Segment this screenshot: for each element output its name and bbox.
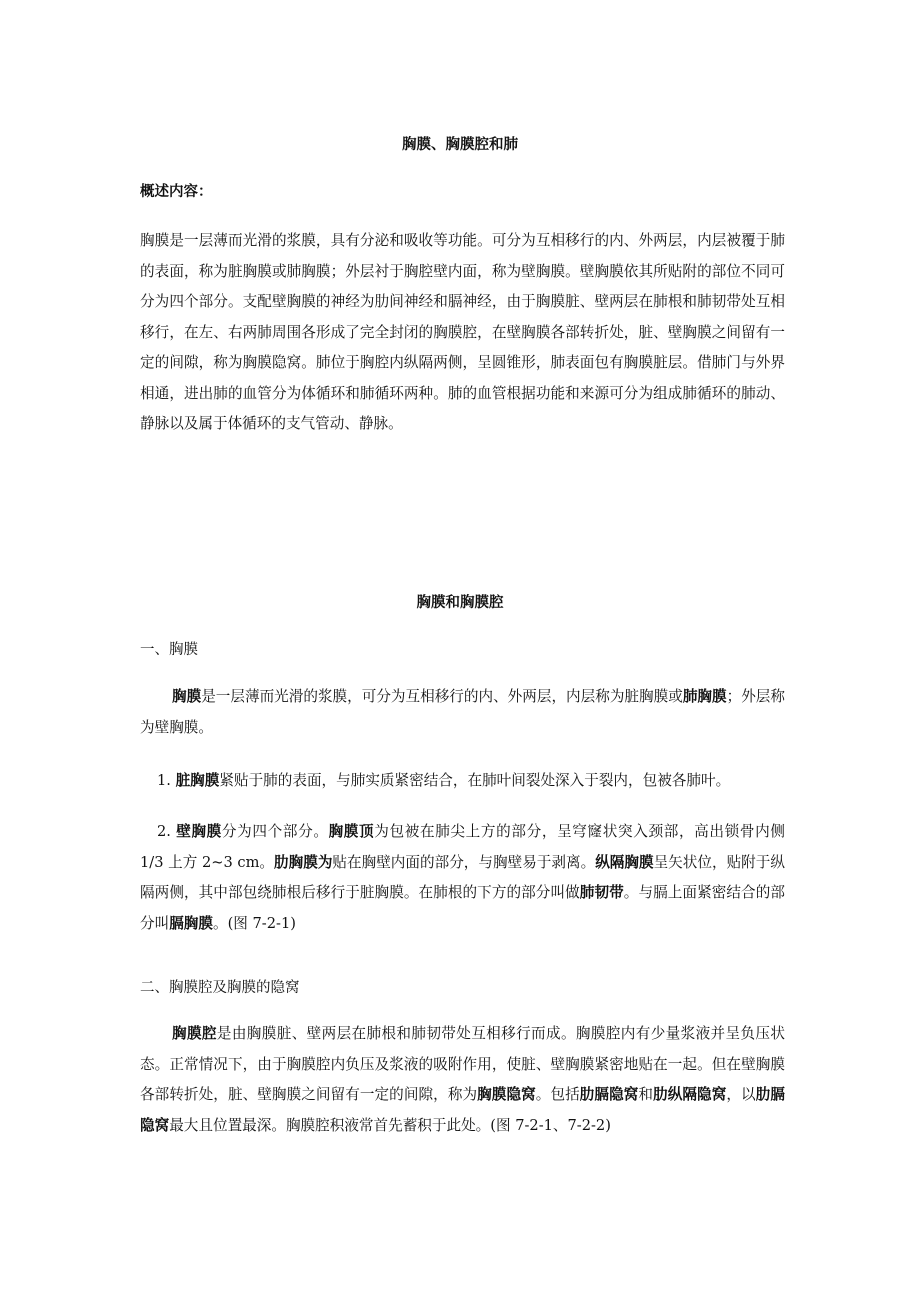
term-costodiaphragmatic-recess: 肋膈隐窝: [140, 1086, 785, 1134]
paragraph-text: 和: [638, 1086, 654, 1103]
pleura-definition-paragraph: [140, 682, 785, 743]
section-1-heading: 一、胸膜: [140, 642, 198, 658]
paragraph-text: ；外层称为壁胸膜。: [140, 688, 785, 736]
list-number: 2.: [157, 823, 171, 840]
document-title: 胸膜、胸膜腔和肺: [402, 137, 518, 153]
paragraph-text: 分为四个部分。: [221, 823, 329, 840]
term-costal-pleura: 肋胸膜为: [274, 853, 333, 871]
pleural-cavity-paragraph: [140, 1019, 785, 1141]
paragraph-text: 。包括: [535, 1086, 580, 1103]
list-number: 1.: [157, 772, 171, 789]
overview-heading: 概述内容：: [140, 184, 213, 200]
paragraph-text: 呈矢状位，贴附于纵隔两侧，其中部包绕肺根后移行于脏胸膜。在肺根的下方的部分叫做: [140, 853, 785, 901]
term-visceral-pleura: 脏胸膜: [175, 772, 220, 789]
section-title: 胸膜和胸膜腔: [416, 595, 504, 611]
term-cupula: 胸膜顶: [328, 823, 375, 840]
paragraph-text: 最大且位置最深。胸膜腔积液常首先蓄积于此处。(图 7-2-1、7-2-2): [169, 1116, 611, 1134]
paragraph-text: 。(图 7-2-1): [213, 914, 296, 932]
list-item-parietal-pleura: [140, 817, 785, 939]
paragraph-text: 是由胸膜脏、壁两层在肺根和肺韧带处互相移行而成。胸膜腔内有少量浆液并呈负压状态。正常情况下，由于胸膜腔内负压及浆液的吸附作用，使脏、壁胸膜紧密地贴在一起。但在壁胸膜各部转折处，脏、壁胸膜之间留有一定的间隙，称为: [140, 1025, 785, 1103]
term-pulmonary-ligament: 肺韧带: [579, 884, 624, 901]
term-mediastinal-pleura: 纵隔胸膜: [595, 853, 654, 871]
term-pulmonary-pleura: 肺胸膜: [682, 688, 727, 705]
paragraph-text: 。与膈上面紧密结合的部分叫: [140, 884, 785, 932]
paragraph-text: 是一层薄而光滑的浆膜，可分为互相移行的内、外两层，内层称为脏胸膜或: [201, 688, 683, 705]
term-costomediastinal-recess: 肋纵隔隐窝: [653, 1086, 727, 1103]
section-2-heading: 二、胸膜腔及胸膜的隐窝: [140, 980, 300, 996]
term-pleural-cavity: 胸膜腔: [172, 1025, 217, 1042]
term-diaphragmatic-pleura: 膈胸膜: [169, 914, 213, 932]
term-pleura: 胸膜: [172, 688, 202, 705]
paragraph-text: ，以: [726, 1086, 756, 1103]
paragraph-text: 贴在胸壁内面的部分，与胸壁易于剥离。: [332, 853, 596, 871]
term-parietal-pleura: 壁胸膜: [176, 823, 222, 840]
list-item-visceral-pleura: [140, 766, 785, 797]
term-costodiaphragmatic-recess: 肋膈隐窝: [579, 1086, 639, 1103]
overview-paragraph: 胸膜是一层薄而光滑的浆膜，具有分泌和吸收等功能。可分为互相移行的内、外两层，内层被覆于肺的表面，称为脏胸膜或肺胸膜；外层衬于胸腔壁内面，称为壁胸膜。壁胸膜依其所贴附的部位不同可分为四个部分。支配壁胸膜的神经为肋间神经和膈神经，由于胸膜脏、壁两层在肺根和肺韧带处互相移行，在左、右两肺周围各形成了完全封闭的胸膜腔，在壁胸膜各部转折处，脏、壁胸膜之间留有一定的间隙，称为胸膜隐窝。肺位于胸腔内纵隔两侧，呈圆锥形，肺表面包有胸膜脏层。借肺门与外界相通，进出肺的血管分为体循环和肺循环两种。肺的血管根据功能和来源可分为组成肺循环的肺动、静脉以及属于体循环的支气管动、静脉。: [140, 232, 785, 432]
paragraph-text: 为包被在肺尖上方的部分，呈穹窿状突入颈部，高出锁骨内侧 1/3 上方 2~3 cm。: [140, 823, 785, 871]
term-pleural-recess: 胸膜隐窝: [477, 1086, 536, 1103]
paragraph-text: 紧贴于肺的表面，与肺实质紧密结合，在肺叶间裂处深入于裂内，包被各肺叶。: [219, 772, 731, 789]
